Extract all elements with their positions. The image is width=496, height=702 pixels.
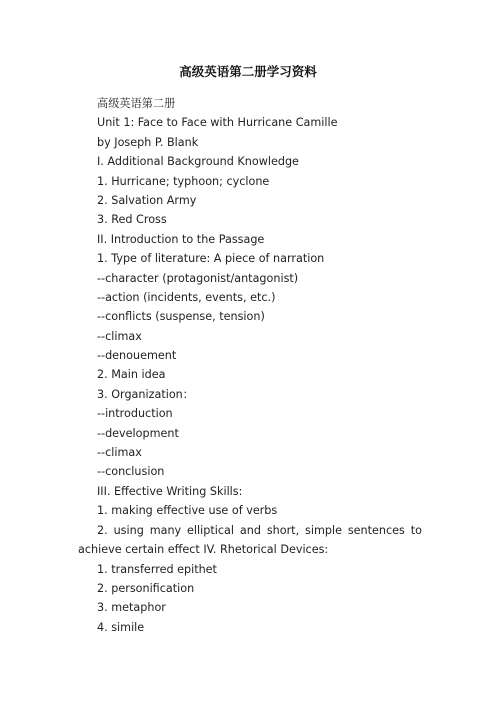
document-title: 高级英语第二册学习资料 bbox=[179, 64, 317, 79]
section-heading: III. Effective Writing Skills: bbox=[97, 484, 243, 498]
wrapped-paragraph-text: 2. using many elliptical and short, simple sentences to achieve certain effect IV. Rhetorical Devices: bbox=[78, 523, 422, 557]
list-item: 2. Main idea bbox=[97, 368, 166, 382]
author-line: by Joseph P. Blank bbox=[97, 135, 199, 149]
book-subtitle: 高级英语第二册 bbox=[97, 97, 176, 110]
list-item: 1. making effective use of verbs bbox=[97, 504, 278, 518]
list-item: --conflicts (suspense, tension) bbox=[97, 310, 265, 324]
document-body-top bbox=[97, 94, 422, 521]
list-item: 2. personification bbox=[97, 581, 195, 595]
list-item: --character (protagonist/antagonist) bbox=[97, 271, 299, 285]
list-item: 4. simile bbox=[97, 620, 145, 634]
list-item: 3. Organization： bbox=[97, 387, 194, 401]
list-item: 3. metaphor bbox=[97, 601, 166, 615]
section-heading: I. Additional Background Knowledge bbox=[97, 155, 299, 169]
list-item: --conclusion bbox=[97, 465, 165, 479]
list-item: 1. transferred epithet bbox=[97, 562, 217, 576]
unit-title: Unit 1: Face to Face with Hurricane Camille bbox=[97, 116, 338, 130]
list-item: --action (incidents, events, etc.) bbox=[97, 290, 276, 304]
section-heading: II. Introduction to the Passage bbox=[97, 232, 265, 246]
list-item: --climax bbox=[97, 329, 142, 343]
wrapped-paragraph bbox=[78, 521, 422, 560]
list-item: 1. Type of literature: A piece of narration bbox=[97, 252, 325, 266]
document-body-bottom bbox=[97, 560, 422, 638]
list-item: --denouement bbox=[97, 349, 177, 363]
list-item: --introduction bbox=[97, 407, 173, 421]
list-item: 3. Red Cross bbox=[97, 213, 167, 227]
list-item: 1. Hurricane; typhoon; cyclone bbox=[97, 174, 270, 188]
list-item: --climax bbox=[97, 446, 142, 460]
list-item: 2. Salvation Army bbox=[97, 193, 197, 207]
list-item: --development bbox=[97, 426, 179, 440]
